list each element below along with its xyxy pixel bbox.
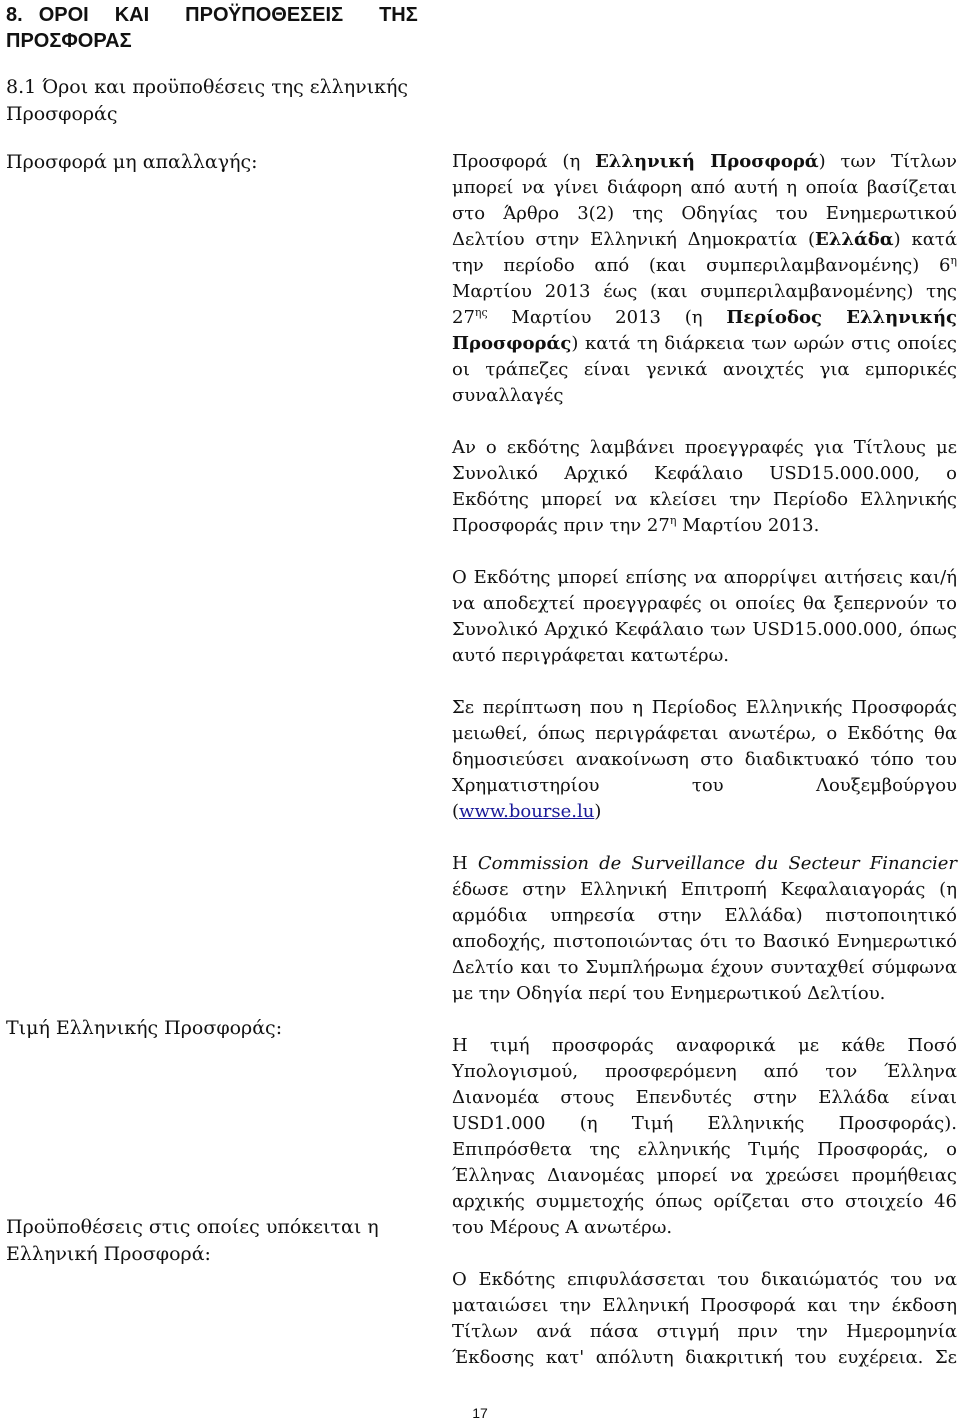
paragraph-cssf-certificate: Η Commission de Surveillance du Secteur Financier έδωσε στην Ελληνική Επιτροπή Κεφαλαιαγοράς (η αρμόδια υπηρεσία στην Ελλάδα) πιστοποιητικό αποδοχής, πιστοποιώντας ότι το Βασικό Ενημερωτικό Δελτίο και το Συμπλήρωμα έχουν συνταχθεί σύμφωνα με την Οδηγία περί του Ενημερωτικού Δελτίου. (452, 853, 957, 1004)
subsection-heading-line1: 8.1 Όροι και προϋποθέσεις της ελληνικής (6, 76, 409, 98)
label-offer-conditions-line2: Ελληνική Προσφορά: (6, 1243, 211, 1265)
label-greek-offer-price: Τιμή Ελληνικής Προσφοράς: (6, 1017, 283, 1039)
section-title-word: ΠΡΟΫΠΟΘΕΣΕΙΣ (185, 4, 344, 26)
paragraph-cancel-rights: Ο Εκδότης επιφυλάσσεται του δικαιώματός του να ματαιώσει την Ελληνική Προσφορά και την έκδοση Τίτλων ανά πάσα στιγμή πριν την Ημερομηνία Έκδοσης κατ' απόλυτη διακριτική του ευχέρεια. Σε (452, 1269, 957, 1368)
subsection-heading-line2: Προσφοράς (6, 103, 118, 125)
label-offer-conditions-line1: Προϋποθέσεις στις οποίες υπόκειται η (6, 1216, 379, 1238)
paragraph-early-close: Αν ο εκδότης λαμβάνει προεγγραφές για Τίτλους με Συνολικό Αρχικό Κεφάλαιο USD15.000.000, ο Εκδότης μπορεί να κλείσει την Περίοδο Ελληνικής Προσφοράς πριν την $27^\eta$ Μαρτίου 2013. (452, 437, 957, 536)
cssf-name: Commission de Surveillance du Secteur Financier (477, 853, 957, 874)
body-text-column (452, 149, 957, 1371)
section-title-word: ΤΗΣ (379, 4, 418, 26)
announcement-text: Σε περίπτωση που η Περίοδος Ελληνικής Προσφοράς μειωθεί, όπως περιγράφεται ανωτέρω, ο Εκδότης θα δημοσιεύσει ανακοίνωση στο διαδικτυακό τόπο του Χρηματιστηρίου του Λουξεμβούργου (452, 697, 957, 796)
paragraph-offer-price: Η τιμή προσφοράς αναφορικά με κάθε Ποσό Υπολογισμού, προσφερόμενη από τον Έλληνα Διανομέα στους Επενδυτές στην Ελλάδα είναι USD1.000 (η Τιμή Ελληνικής Προσφοράς). Επιπρόσθετα της ελληνικής Τιμής Προσφοράς, ο Έλληνας Διανομέας μπορεί να χρεώσει προμήθειας αρχικής συμμετοχής όπως ορίζεται στο στοιχείο 46 του Μέρους Α ανωτέρω. (452, 1035, 957, 1238)
section-heading-line1 (6, 2, 476, 28)
section-number: 8. (6, 4, 23, 26)
defined-term: Περίοδος Ελληνικής Προσφοράς (452, 307, 958, 354)
paragraph-reject-applications: Ο Εκδότης μπορεί επίσης να απορρίψει αιτήσεις και/ή να αποδεχτεί προεγγραφές οι οποίες θα ξεπερνούν το Συνολικό Αρχικό Κεφάλαιο των USD15.000.000, όπως αυτό περιγράφεται κατωτέρω. (452, 567, 957, 666)
defined-term: Ελληνική Προσφορά (595, 151, 819, 172)
label-offer-conditions (6, 1214, 434, 1268)
section-heading (6, 2, 476, 54)
section-title-word: ΟΡΟΙ (38, 4, 89, 26)
section-title-word: ΚΑΙ (114, 4, 150, 26)
label-non-exemption-offer: Προσφορά μη απαλλαγής: (6, 151, 258, 173)
page-number: 17 (472, 1405, 488, 1421)
section-heading-line2: ΠΡΟΣΦΟΡΑΣ (6, 30, 132, 52)
defined-term: Ελλάδα (814, 229, 894, 250)
bourse-website-link[interactable]: www.bourse.lu (459, 801, 595, 822)
paragraph-announcement: Σε περίπτωση που η Περίοδος Ελληνικής Προσφοράς μειωθεί, όπως περιγράφεται ανωτέρω, ο Εκδότης θα δημοσιεύσει ανακοίνωση στο διαδικτυακό τόπο του Χρηματιστηρίου του Λουξεμβούργου (www.bourse.lu) (452, 697, 957, 822)
paragraph-greek-offer: Προσφορά (η Ελληνική Προσφορά) των Τίτλων μπορεί να γίνει διάφορη από αυτή η οποία βασίζεται στο Άρθρο 3(2) της Οδηγίας του Ενημερωτικού Δελτίου στην Ελληνική Δημοκρατία (Ελλάδα) κατά την περίοδο από (και συμπεριλαμβανομένης) $6^\eta$ Μαρτίου 2013 έως (και συμπεριλαμβανομένης) της $27^{\eta\varsigma}$ Μαρτίου 2013 (η Περίοδος Ελληνικής Προσφοράς) κατά τη διάρκεια των ωρών στις οποίες οι τράπεζες είναι γενικά ανοιχτές για εμπορικές συναλλαγές (452, 151, 958, 406)
subsection-heading (6, 74, 466, 128)
